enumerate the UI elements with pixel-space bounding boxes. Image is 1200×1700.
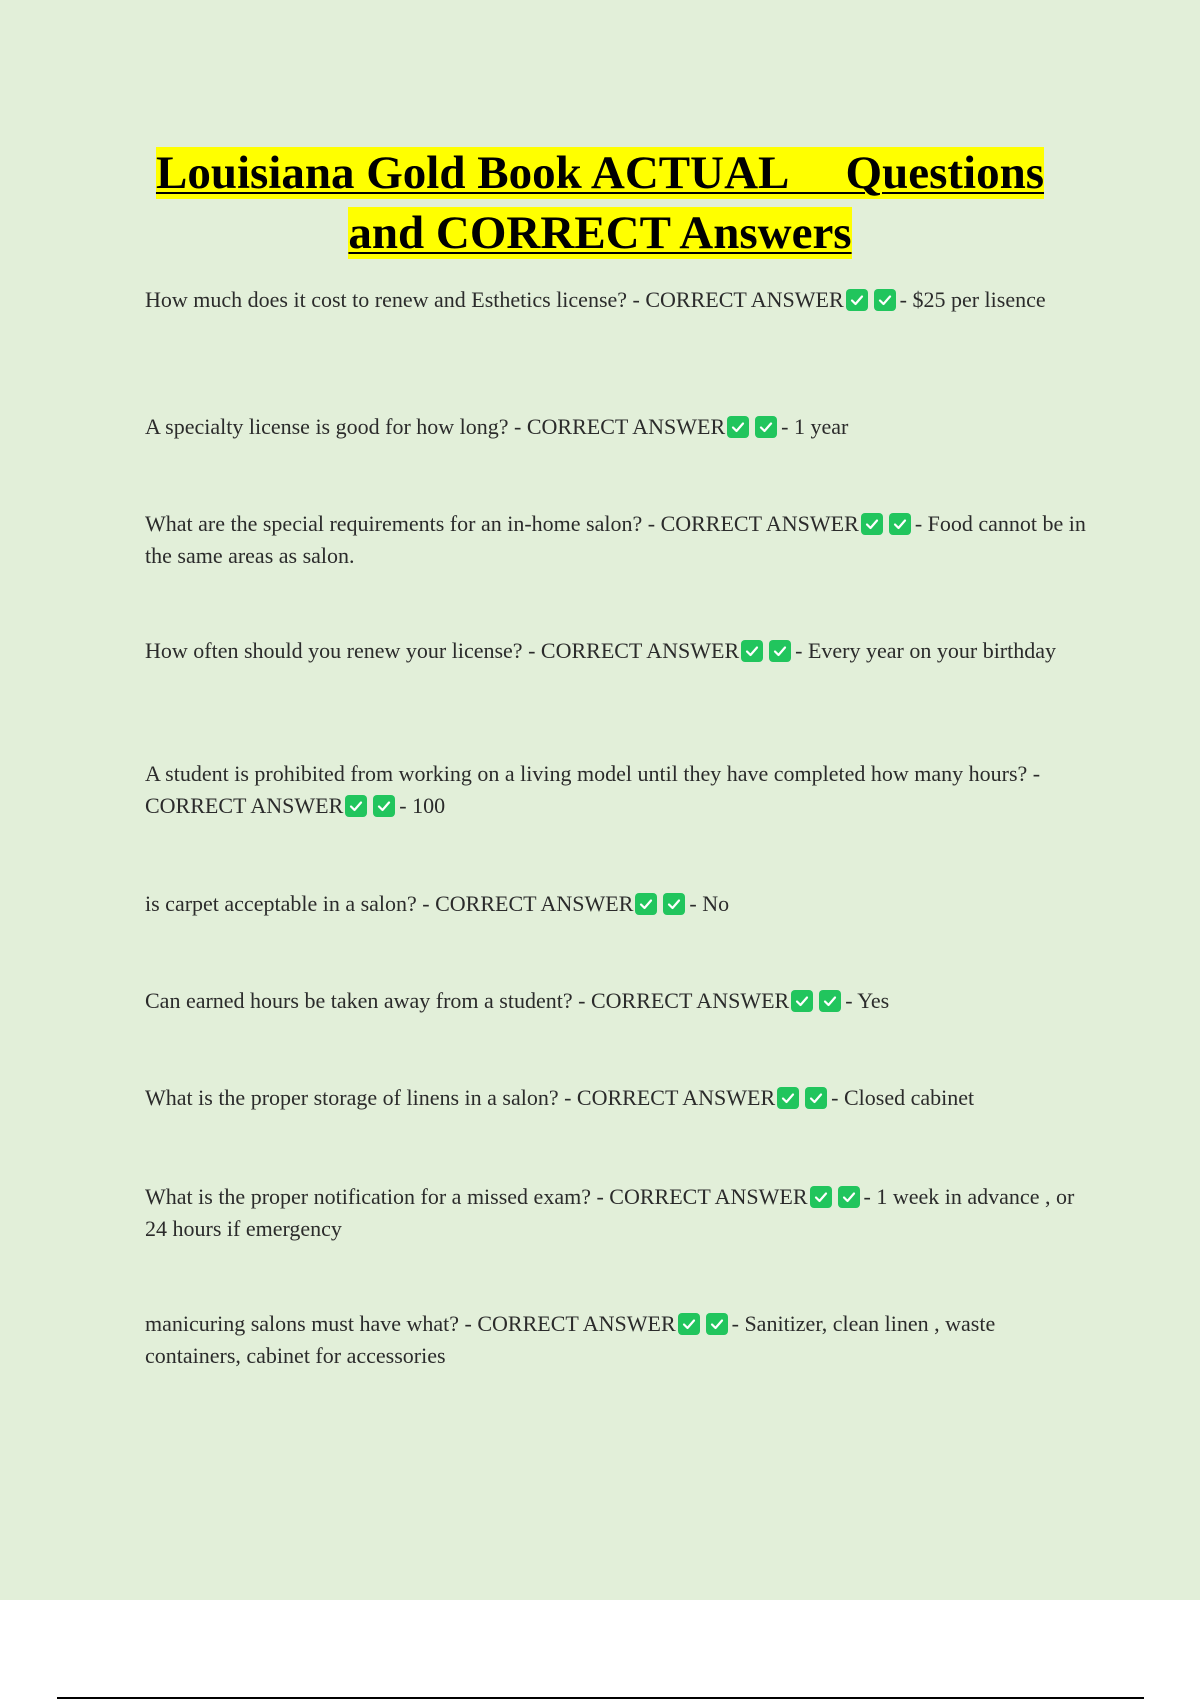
check-icon [791,990,813,1012]
check-icon [805,1087,827,1109]
question-text: What is the proper storage of linens in a salon? - [145,1085,577,1110]
check-icon [727,416,749,438]
qa-item [145,508,1095,572]
title-line-1: Louisiana Gold Book ACTUAL Questions [155,147,1045,199]
check-icon [889,513,911,535]
answer-marker: CORRECT ANSWER [576,1085,776,1110]
check-icon [755,416,777,438]
check-icon [838,1186,860,1208]
answer-text: - 100 [399,793,446,818]
question-text: How much does it cost to renew and Esthetics license? - [145,287,646,312]
answer-text: - Every year on your birthday [795,638,1057,663]
check-icon [777,1087,799,1109]
answer-text: - $25 per lisence [899,287,1046,312]
answer-text: - 1 year [781,414,849,439]
answer-marker: CORRECT ANSWER [645,287,844,312]
qa-item [145,1308,1095,1372]
qa-item [145,411,1095,443]
qa-item [145,888,1095,920]
check-icon [678,1313,700,1335]
answer-marker: CORRECT ANSWER [526,414,726,439]
document-title [60,143,1140,263]
question-text: How often should you renew your license? - [145,638,541,663]
check-icon [861,513,883,535]
question-text: What is the proper notification for a missed exam? - [145,1184,610,1209]
answer-marker: CORRECT ANSWER [609,1184,808,1209]
question-text: is carpet acceptable in a salon? - [145,891,436,916]
check-icon [345,795,367,817]
check-icon [810,1186,832,1208]
check-icon [706,1313,728,1335]
answer-text: - Yes [845,988,890,1013]
answer-text: - Food cannot be in the same areas as salon. [145,511,1086,568]
qa-item [145,985,1095,1017]
qa-item [145,1181,1095,1245]
answer-text: - No [689,891,730,916]
answer-marker: CORRECT ANSWER [435,891,634,916]
question-text: Can earned hours be taken away from a student? - [145,988,591,1013]
check-icon [741,640,763,662]
answer-marker: CORRECT ANSWER [590,988,790,1013]
check-icon [373,795,395,817]
title-line-2: and CORRECT Answers [348,207,852,259]
check-icon [635,893,657,915]
answer-marker: CORRECT ANSWER [145,793,344,818]
check-icon [769,640,791,662]
check-icon [663,893,685,915]
qa-item [145,758,1095,822]
answer-text: - 1 week in advance , or 24 hours if emergency [145,1184,1075,1241]
qa-item [145,1082,1095,1114]
answer-marker: CORRECT ANSWER [540,638,740,663]
question-text: manicuring salons must have what? - [145,1311,478,1336]
answer-text: - Sanitizer, clean linen , waste containers, cabinet for accessories [145,1311,996,1368]
check-icon [846,289,868,311]
answer-text: - Closed cabinet [831,1085,975,1110]
check-icon [874,289,896,311]
answer-marker: CORRECT ANSWER [660,511,859,536]
question-text: What are the special requirements for an in-home salon? - [145,511,661,536]
footer-divider [57,1697,1144,1699]
question-text: A student is prohibited from working on a living model until they have completed how many hours? - [145,761,1041,786]
check-icon [819,990,841,1012]
qa-item [145,635,1095,667]
question-text: A specialty license is good for how long? - [145,414,527,439]
qa-item [145,284,1095,316]
answer-marker: CORRECT ANSWER [477,1311,676,1336]
